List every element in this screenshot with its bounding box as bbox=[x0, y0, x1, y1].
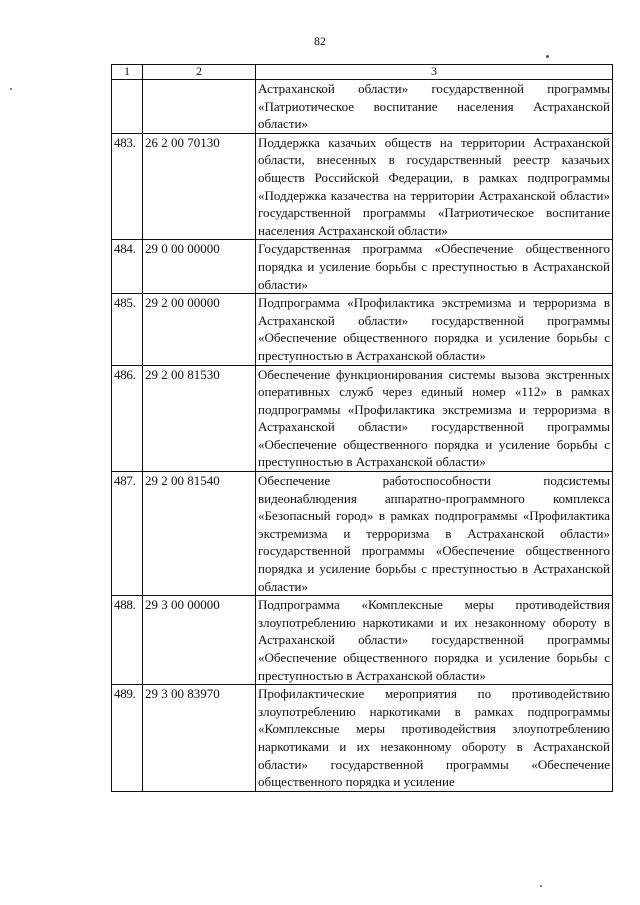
row-code: 29 0 00 00000 bbox=[143, 240, 256, 294]
row-number: 488. bbox=[112, 596, 143, 685]
row-code: 29 3 00 00000 bbox=[143, 596, 256, 685]
row-description: Поддержка казачьих обществ на территории Астраханской области, внесенных в государственный реестр казачьих обществ Российской Федерации, в рамках подпрограммы «Поддержка казачества на территории Астраханской области» государственной программы «Патриотическое воспитание населения Астраханской области» bbox=[256, 133, 613, 240]
row-description: Обеспечение работоспособности подсистемы видеонаблюдения аппаратно-программного комплекса «Безопасный город» в рамках подпрограммы «Профилактика экстремизма и терроризма в Астраханской области» государственной программы «Обеспечение общественного порядка и усиление борьбы с преступностью в Астраханской области» bbox=[256, 472, 613, 596]
table-row bbox=[112, 240, 613, 294]
row-number: 486. bbox=[112, 365, 143, 472]
budget-classification-table bbox=[111, 64, 613, 792]
row-code: 29 2 00 81540 bbox=[143, 472, 256, 596]
page-number: 82 bbox=[314, 34, 326, 48]
header-col-2: 2 bbox=[143, 65, 256, 80]
table-row bbox=[112, 80, 613, 134]
row-description: Подпрограмма «Комплексные меры противодействия злоупотреблению наркотиками и их незаконному обороту в Астраханской области» государственной программы «Обеспечение общественного порядка и усиление борьбы с преступностью в Астраханской области» bbox=[256, 596, 613, 685]
scan-speck bbox=[546, 55, 549, 58]
row-code: 29 2 00 81530 bbox=[143, 365, 256, 472]
table-row bbox=[112, 294, 613, 365]
row-description: Обеспечение функционирования системы вызова экстренных оперативных служб через единый номер «112» в рамках подпрограммы «Профилактика экстремизма и терроризма в Астраханской области» государственной программы «Обеспечение общественного порядка и усиление борьбы с преступностью в Астраханской области» bbox=[256, 365, 613, 472]
row-code: 26 2 00 70130 bbox=[143, 133, 256, 240]
table-row bbox=[112, 365, 613, 472]
row-number: 484. bbox=[112, 240, 143, 294]
row-number: 489. bbox=[112, 685, 143, 792]
row-number: 485. bbox=[112, 294, 143, 365]
header-col-3: 3 bbox=[256, 65, 613, 80]
row-code: 29 2 00 00000 bbox=[143, 294, 256, 365]
table-row bbox=[112, 133, 613, 240]
table-row bbox=[112, 596, 613, 685]
row-description: Профилактические мероприятия по противодействию злоупотреблению наркотиками в рамках подпрограммы «Комплексные меры противодействия злоупотреблению наркотиками и их незаконному обороту в Астраханской области» государственной программы «Обеспечение общественного порядка и усиление bbox=[256, 685, 613, 792]
row-description: Государственная программа «Обеспечение общественного порядка и усиление борьбы с преступностью в Астраханской области» bbox=[256, 240, 613, 294]
row-number: 487. bbox=[112, 472, 143, 596]
header-col-1: 1 bbox=[112, 65, 143, 80]
row-code bbox=[143, 80, 256, 134]
scan-speck bbox=[10, 88, 12, 90]
table-row bbox=[112, 685, 613, 792]
table-row bbox=[112, 472, 613, 596]
row-number: 483. bbox=[112, 133, 143, 240]
row-number bbox=[112, 80, 143, 134]
row-description: Подпрограмма «Профилактика экстремизма и терроризма в Астраханской области» государственной программы «Обеспечение общественного порядка и усиление борьбы с преступностью в Астраханской области» bbox=[256, 294, 613, 365]
row-description: Астраханской области» государственной программы «Патриотическое воспитание населения Астраханской области» bbox=[256, 80, 613, 134]
table-header-row bbox=[112, 65, 613, 80]
scan-speck bbox=[540, 885, 542, 887]
row-code: 29 3 00 83970 bbox=[143, 685, 256, 792]
